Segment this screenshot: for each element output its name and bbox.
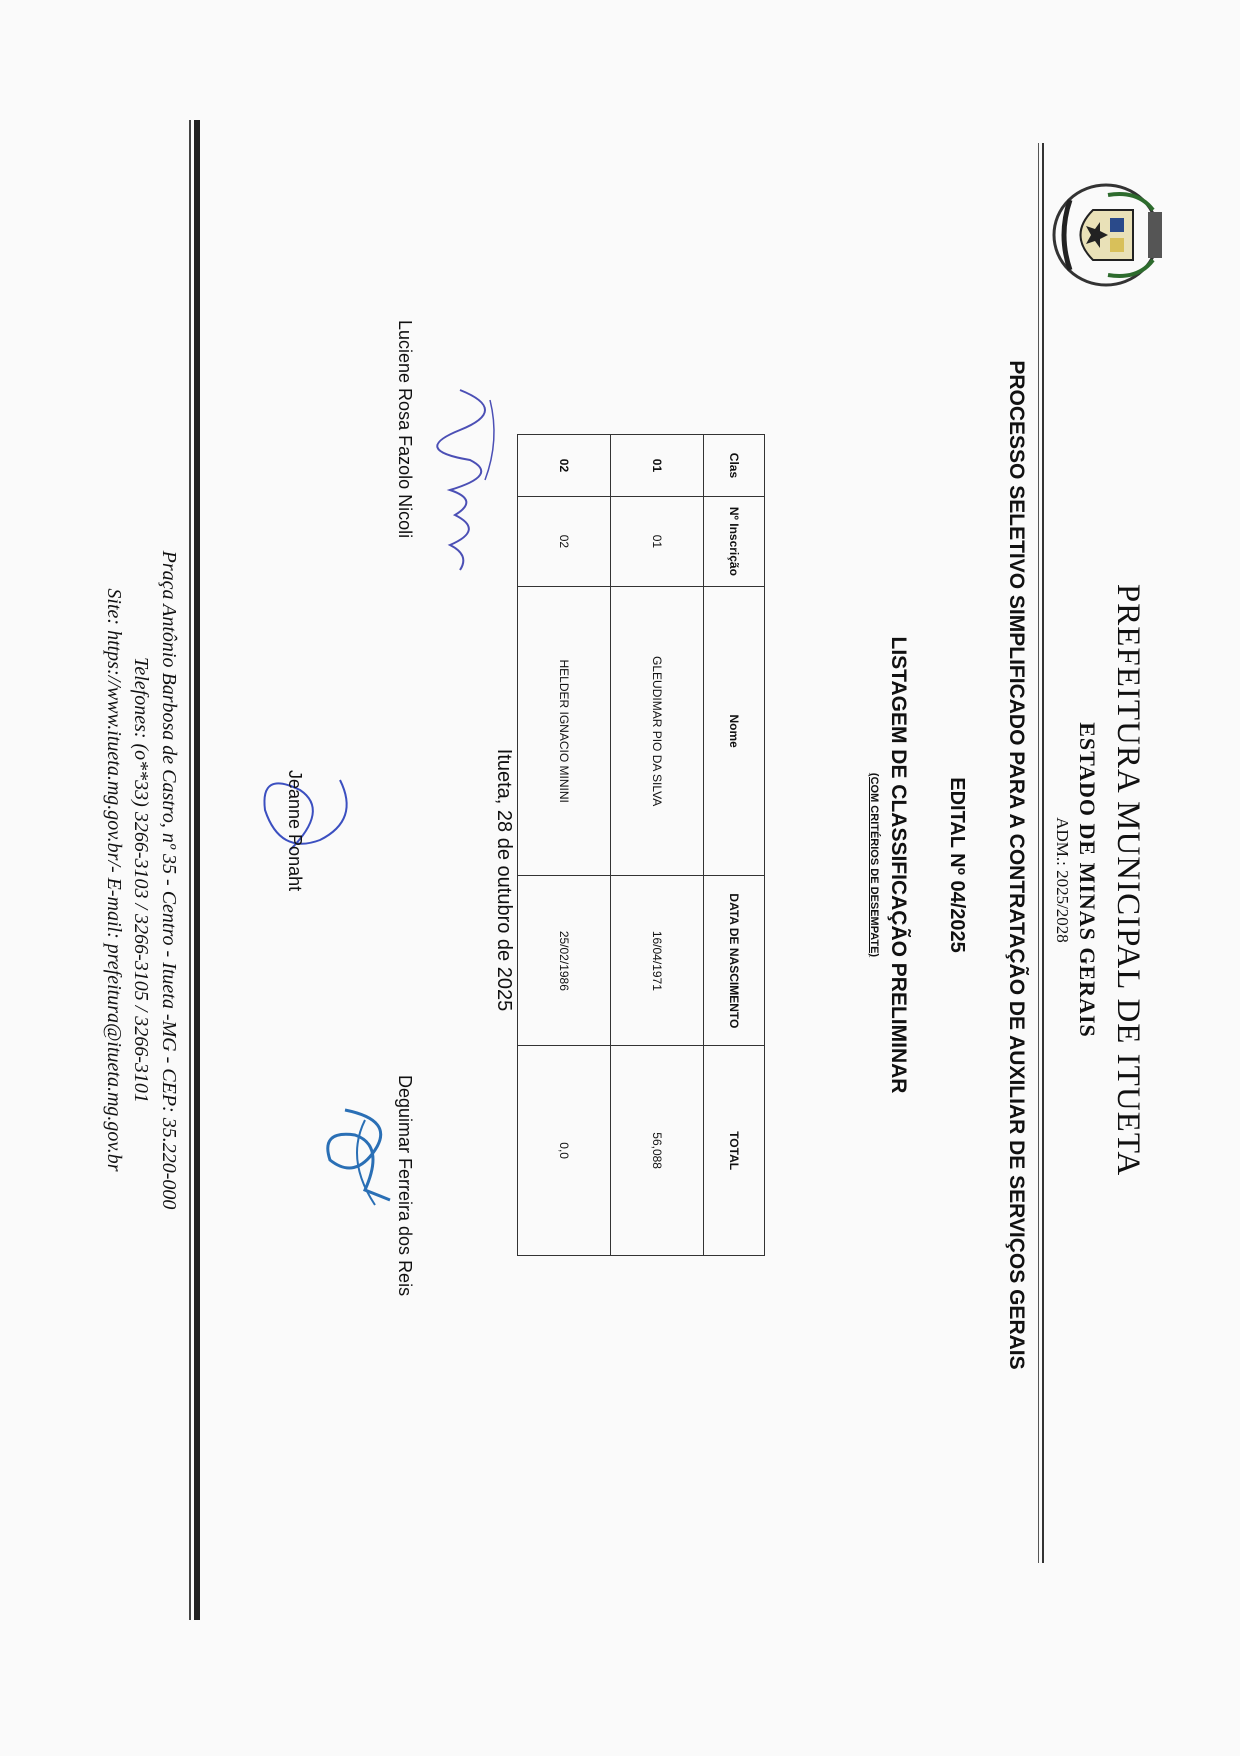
municipal-coat-of-arms-icon [1050, 180, 1168, 290]
state-name: ESTADO DE MINAS GERAIS [1075, 722, 1100, 1038]
listing-subtitle: (COM CRITÉRIOS DE DESEMPATE) [868, 772, 880, 958]
table-header-row [704, 435, 765, 1256]
signature-name-right: Deguimar Ferreira dos Reis [395, 1075, 415, 1297]
date-line: Itueta, 28 de outubro de 2025 [493, 748, 515, 1012]
cell-inscricao: 01 [611, 496, 704, 586]
signature-middle-drawing [250, 760, 360, 880]
col-header-nome: Nome [704, 586, 765, 876]
cell-nome: HELDER IGNACIO MININI [518, 586, 611, 876]
table-row [518, 435, 611, 1256]
signature-right-drawing [315, 1090, 405, 1220]
cell-clas: 02 [518, 435, 611, 497]
cell-total: 0,0 [518, 1046, 611, 1256]
col-header-clas: Clas [704, 435, 765, 497]
footer-address: Praça Antônio Barbosa de Castro, nº 35 - Centro - Itueta -MG - CEP: 35.220-000 [158, 550, 180, 1210]
footer-divider-thin [189, 120, 191, 1620]
header-divider [1042, 143, 1044, 1563]
cell-nascimento: 16/04/1971 [611, 876, 704, 1046]
col-header-nascimento: DATA DE NASCIMENTO [704, 876, 765, 1046]
edital-number: EDITAL Nº 04/2025 [946, 777, 968, 953]
classification-table [517, 434, 765, 1256]
header-divider-thin [1038, 143, 1039, 1563]
signature-name-left: Luciene Rosa Fazolo Nicoli [395, 320, 415, 539]
col-header-inscricao: Nº Inscrição [704, 496, 765, 586]
footer-phones: Telefones: (o**33) 3266-3103 / 3266-3105 / 3266-3101 [130, 657, 152, 1103]
listing-title: LISTAGEM DE CLASSIFICAÇÃO PRELIMINAR [887, 636, 910, 1094]
signature-left-drawing [410, 380, 520, 580]
col-header-total: TOTAL [704, 1046, 765, 1256]
signature-name-middle: Jeanne Ponaht [285, 770, 305, 892]
municipality-name: PREFEITURA MUNICIPAL DE ITUETA [1110, 583, 1146, 1177]
cell-clas: 01 [611, 435, 704, 497]
cell-inscricao: 02 [518, 496, 611, 586]
table-row [611, 435, 704, 1256]
footer-web: Site: https://www.itueta.mg.gov.br/- E-mail: prefeitura@itueta.mg.gov.br [103, 588, 125, 1172]
process-title: PROCESSO SELETIVO SIMPLIFICADO PARA A CONTRATAÇÃO DE AUXILIAR DE SERVIÇOS GERAIS [1005, 360, 1028, 1370]
administration-period: ADM.: 2025/2028 [1053, 817, 1072, 943]
cell-total: 56,088 [611, 1046, 704, 1256]
cell-nome: GLEUDIMAR PIO DA SILVA [611, 586, 704, 876]
cell-nascimento: 25/02/1986 [518, 876, 611, 1046]
footer-divider [194, 120, 200, 1620]
